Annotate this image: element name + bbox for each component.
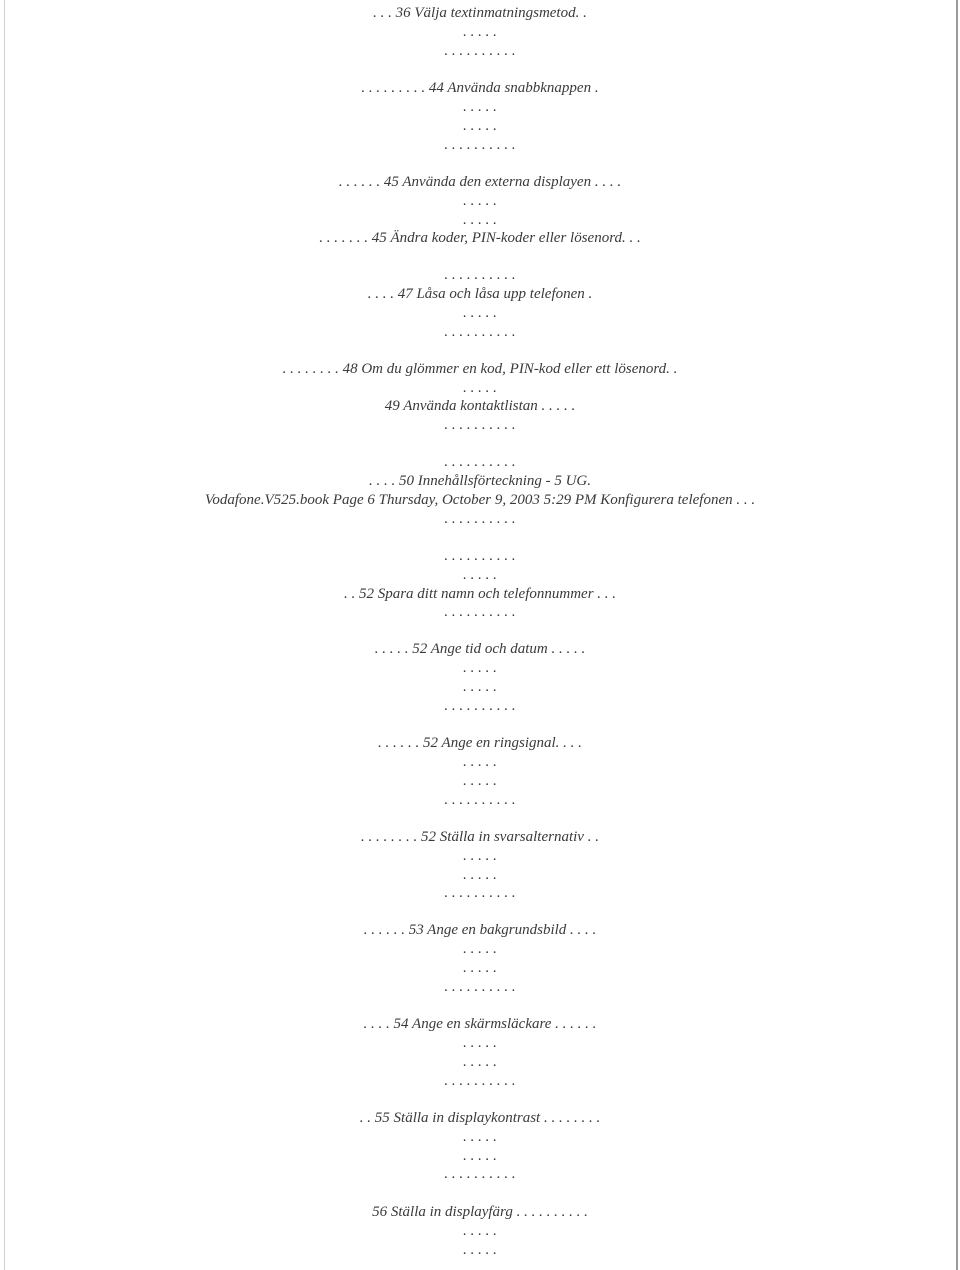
toc-entry: . . . . . . . . . 44 Använda snabbknappen .	[361, 80, 599, 96]
toc-leader: . . . . . . . . . .	[444, 885, 516, 901]
toc-entry: . . . 36 Välja textinmatningsmetod. .	[373, 5, 587, 21]
toc-leader: . . . . .	[463, 567, 497, 583]
toc-entry: . . . . . . . 45 Ändra koder, PIN-koder eller lösenord. . .	[319, 230, 641, 246]
toc-leader: . . . . .	[463, 660, 497, 676]
toc-leader: . . . . .	[463, 1242, 497, 1258]
toc-leader: . . . . . . . . . .	[444, 454, 516, 470]
toc-leader: . . . . .	[463, 848, 497, 864]
toc-leader: . . . . . . . . . .	[444, 137, 516, 153]
toc-leader: . . . . .	[463, 679, 497, 695]
toc-leader: . . . . .	[463, 941, 497, 957]
toc-leader: . . . . .	[463, 305, 497, 321]
toc-leader: . . . . .	[463, 1148, 497, 1164]
toc-leader: . . . . .	[463, 960, 497, 976]
toc-leader: . . . . . . . . . .	[444, 548, 516, 564]
toc-leader: . . . . . . . . . .	[444, 1166, 516, 1182]
toc-entry: . . . . 47 Låsa och låsa upp telefonen .	[367, 286, 593, 302]
toc-leader: . . . . .	[463, 867, 497, 883]
toc-entry: . . . . . . . . 52 Ställa in svarsalternativ . .	[361, 829, 599, 845]
toc-leader: . . . . . . . . . .	[444, 792, 516, 808]
toc-leader: . . . . .	[463, 754, 497, 770]
toc-leader: . . . . . . . . . .	[444, 511, 516, 527]
toc-entry: 49 Använda kontaktlistan . . . . .	[384, 398, 576, 414]
toc-entry: . . . . . . 53 Ange en bakgrundsbild . . . .	[363, 922, 597, 938]
toc-entry: . . 52 Spara ditt namn och telefonnummer . . .	[343, 586, 617, 602]
toc-entry: Vodafone.V525.book Page 6 Thursday, October 9, 2003 5:29 PM Konfigurera telefonen . . .	[204, 492, 756, 508]
toc-entry: . . . . . . 52 Ange en ringsignal. . . .	[378, 735, 582, 751]
toc-leader: . . . . . . . . . .	[444, 267, 516, 283]
toc-entry: . . . . . 52 Ange tid och datum . . . . .	[374, 641, 586, 657]
toc-leader: . . . . . . . . . .	[444, 698, 516, 714]
toc-leader: . . . . .	[463, 773, 497, 789]
toc-leader: . . . . . . . . . .	[444, 979, 516, 995]
toc-leader: . . . . .	[463, 212, 497, 228]
toc-leader: . . . . .	[463, 1035, 497, 1051]
toc-entry: . . . . . . . . 48 Om du glömmer en kod, PIN-kod eller ett lösenord. .	[282, 361, 678, 377]
toc-entry: . . 55 Ställa in displaykontrast . . . . . . . .	[359, 1110, 601, 1126]
toc-leader: . . . . .	[463, 118, 497, 134]
toc-leader: . . . . . . . . . .	[444, 1073, 516, 1089]
toc-entry: . . . . 54 Ange en skärmsläckare . . . . . .	[363, 1016, 597, 1032]
toc-leader: . . . . . . . . . .	[444, 604, 516, 620]
toc-leader: . . . . .	[463, 99, 497, 115]
toc-leader: . . . . . . . . . .	[444, 43, 516, 59]
toc-leader: . . . . . . . . . .	[444, 417, 516, 433]
toc-entry: . . . . 50 Innehållsförteckning - 5 UG.	[368, 473, 592, 489]
toc-leader: . . . . . . . . . .	[444, 324, 516, 340]
toc-entry: 56 Ställa in displayfärg . . . . . . . . . .	[372, 1204, 588, 1220]
toc-leader: . . . . .	[463, 380, 497, 396]
toc-leader: . . . . .	[463, 1223, 497, 1239]
toc-entry: . . . . . . 45 Använda den externa displayen . . . .	[338, 174, 622, 190]
toc-leader: . . . . .	[463, 193, 497, 209]
toc-leader: . . . . .	[463, 24, 497, 40]
toc-leader: . . . . .	[463, 1129, 497, 1145]
toc-leader: . . . . .	[463, 1054, 497, 1070]
